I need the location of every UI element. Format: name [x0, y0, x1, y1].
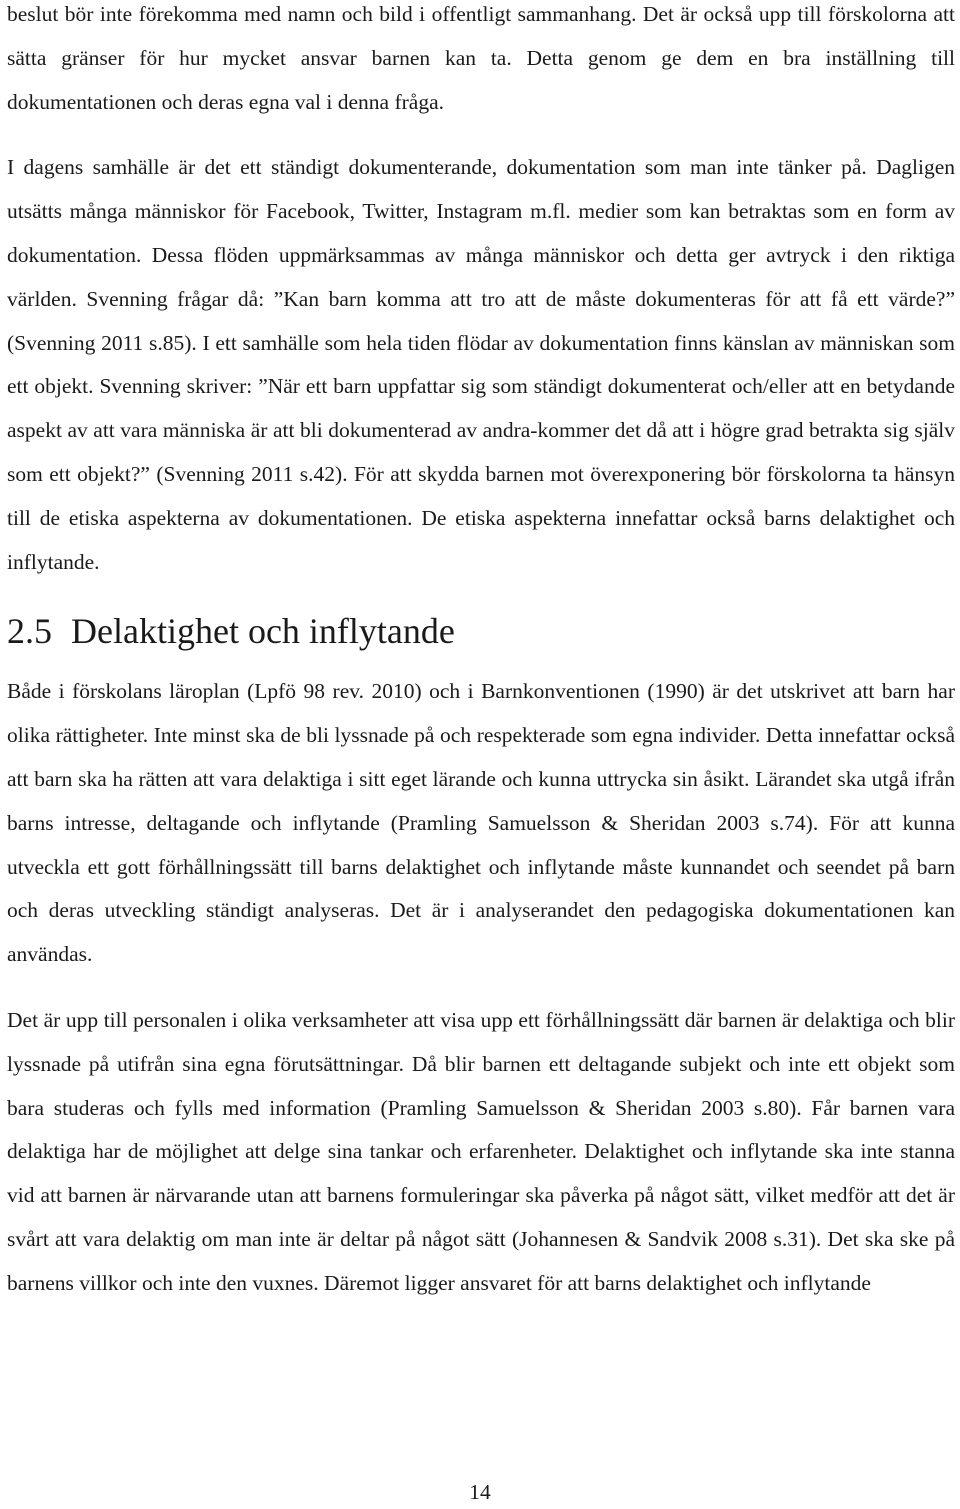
section-number: 2.5 [7, 611, 52, 652]
paragraph-1: beslut bör inte förekomma med namn och bild i offentligt sammanhang. Det är också upp till förskolorna att sätta gränser för hur mycket ansvar barnen kan ta. Detta genom ge dem en bra inställning till dokumentationen och deras egna val i denna fråga. [7, 2, 955, 114]
page-number: 14 [469, 1480, 491, 1504]
document-page [7, 0, 955, 1509]
section-heading [7, 609, 955, 653]
paragraph-2: I dagens samhälle är det ett ständigt dokumenterande, dokumentation som man inte tänker på. Dagligen utsätts många människor för Facebook, Twitter, Instagram m.fl. medier som kan betraktas som en form av dokumentation. Dessa flöden uppmärksammas av många människor och detta ger avtryck i den riktiga världen. Svenning frågar då: ”Kan barn komma att tro att de måste dokumenteras för att få ett värde?” (Svenning 2011 s.85). I ett samhälle som hela tiden flödar av dokumentation finns känslan av människan som ett objekt. Svenning skriver: ”När ett barn uppfattar sig som ständigt dokumenterat och/eller att en betydande aspekt av att vara människa är att bli dokumenterad av andra-kommer det då att i högre grad betrakta sig själv som ett objekt?” (Svenning 2011 s.42). För att skydda barnen mot överexponering bör förskolorna ta hänsyn till de etiska aspekterna av dokumentationen. De etiska aspekterna innefattar också barns delaktighet och inflytande. [7, 155, 955, 574]
section-title: Delaktighet och inflytande [71, 611, 455, 652]
paragraph-3: Både i förskolans läroplan (Lpfö 98 rev. 2010) och i Barnkonventionen (1990) är det utskrivet att barn har olika rättigheter. Inte minst ska de bli lyssnade på och respekterade som egna individer. Detta innefattar också att barn ska ha rätten att vara delaktiga i sitt eget lärande och kunna uttrycka sin åsikt. Lärandet ska utgå ifrån barns intresse, deltagande och inflytande (Pramling Samuelsson & Sheridan 2003 s.74). För att kunna utveckla ett gott förhållningssätt till barns delaktighet och inflytande måste kunnandet och seendet på barn och deras utveckling ständigt analyseras. Det är i analyserandet den pedagogiska dokumentationen kan användas. [7, 679, 955, 967]
paragraph-4: Det är upp till personalen i olika verksamheter att visa upp ett förhållningssätt där barnen är delaktiga och blir lyssnade på utifrån sina egna förutsättningar. Då blir barnen ett deltagande subjekt och inte ett objekt som bara studeras och fylls med information (Pramling Samuelsson & Sheridan 2003 s.80). Får barnen vara delaktiga har de möjlighet att delge sina tankar och erfarenheter. Delaktighet och inflytande ska inte stanna vid att barnen är närvarande utan att barnens formuleringar ska påverka på något sätt, vilket medför att det är svårt att vara delaktig om man inte är deltar på något sätt (Johannesen & Sandvik 2008 s.31). Det ska ske på barnens villkor och inte den vuxnes. Däremot ligger ansvaret för att barns delaktighet och inflytande [7, 1007, 955, 1295]
